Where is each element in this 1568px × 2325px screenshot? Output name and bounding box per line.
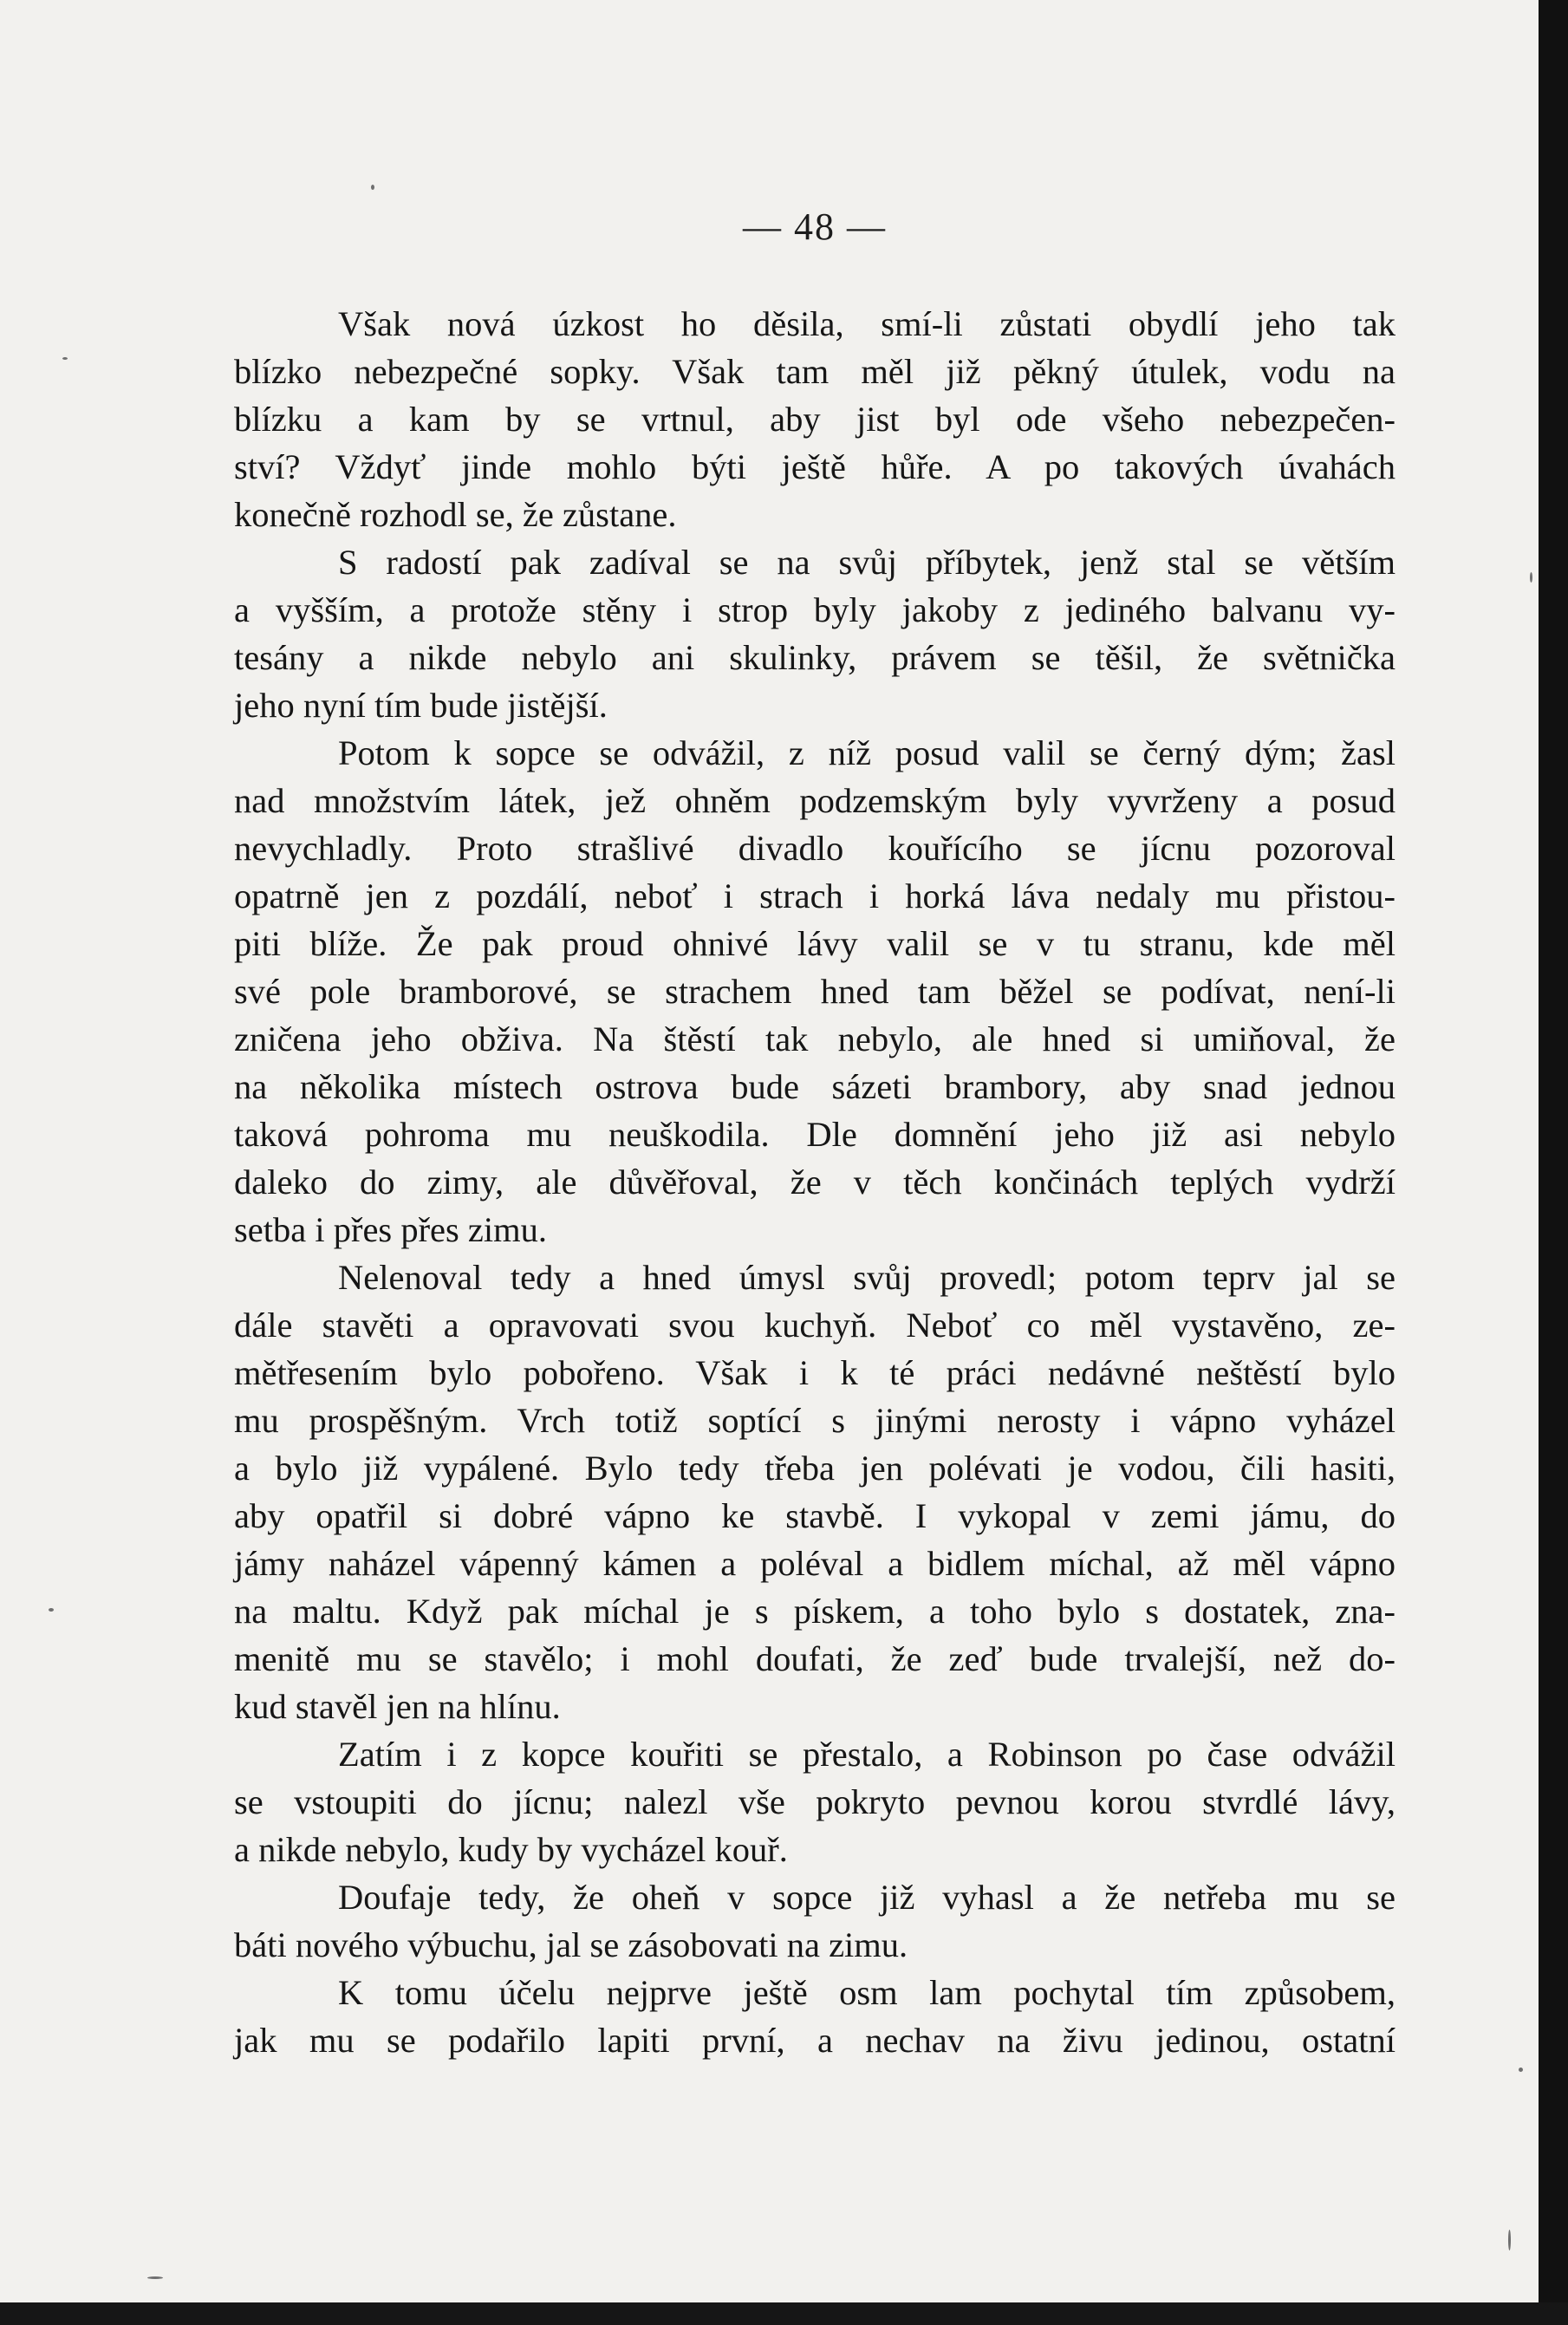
speck bbox=[1519, 2068, 1523, 2072]
text-line: dále stavěti a opravovati svou kuchyň. Neboť co měl vystavěno, ze- bbox=[234, 1306, 1396, 1345]
speck bbox=[1530, 572, 1532, 583]
text-line: a vyšším, a protože stěny i strop byly jakoby z jediného balvanu vy- bbox=[234, 590, 1396, 629]
text-line: setba i přes přes zimu. bbox=[234, 1210, 548, 1249]
scan-edge-right bbox=[1539, 0, 1568, 2325]
text-line: Potom k sopce se odvážil, z níž posud valil se černý dým; žasl bbox=[338, 733, 1396, 772]
text-line: mu prospěšným. Vrch totiž soptící s jinými nerosty i vápno vyházel bbox=[234, 1401, 1396, 1440]
text-line: aby opatřil si dobré vápno ke stavbě. I vykopal v zemi jámu, do bbox=[234, 1496, 1396, 1535]
text-line: na několika místech ostrova bude sázeti brambory, aby snad jednou bbox=[234, 1067, 1396, 1106]
text-line: konečně rozhodl se, že zůstane. bbox=[234, 495, 677, 534]
text-line: taková pohroma mu neuškodila. Dle domnění jeho již asi nebylo bbox=[234, 1115, 1396, 1154]
text-line: své pole bramborové, se strachem hned tam běžel se podívat, není-li bbox=[234, 972, 1396, 1011]
speck bbox=[147, 2276, 163, 2279]
text-line: blízku a kam by se vrtnul, aby jist byl ode všeho nebezpečen- bbox=[234, 400, 1396, 439]
text-line: blízko nebezpečné sopky. Však tam měl již pěkný útulek, vodu na bbox=[234, 352, 1396, 391]
text-line: jeho nyní tím bude jistější. bbox=[234, 686, 608, 725]
speck bbox=[1508, 2230, 1511, 2250]
text-line: mětřesením bylo pobořeno. Však i k té práci nedávné neštěstí bylo bbox=[234, 1353, 1396, 1392]
text-line: piti blíže. Že pak proud ohnivé lávy valil se v tu stranu, kde měl bbox=[234, 924, 1396, 963]
text-line: ství? Vždyť jinde mohlo býti ještě hůře. A po takových úvahách bbox=[234, 447, 1396, 486]
text-line: Však nová úzkost ho děsila, smí-li zůstati obydlí jeho tak bbox=[338, 304, 1396, 343]
text-line: nevychladly. Proto strašlivé divadlo kouřícího se jícnu pozoroval bbox=[234, 829, 1396, 868]
text-line: K tomu účelu nejprve ještě osm lam pochytal tím způsobem, bbox=[338, 1973, 1396, 2012]
speck bbox=[62, 357, 68, 360]
page-text-block bbox=[234, 0, 1396, 2325]
text-line: Zatím i z kopce kouřiti se přestalo, a Robinson po čase odvážil bbox=[338, 1735, 1396, 1774]
text-line: Nelenoval tedy a hned úmysl svůj provedl; potom teprv jal se bbox=[338, 1258, 1396, 1297]
page-number: — 48 — bbox=[743, 205, 887, 248]
text-line: daleko do zimy, ale důvěřoval, že v těch končinách teplých vydrží bbox=[234, 1162, 1396, 1202]
text-line: se vstoupiti do jícnu; nalezl vše pokryto pevnou korou stvrdlé lávy, bbox=[234, 1782, 1396, 1821]
text-line: menitě mu se stavělo; i mohl doufati, že zeď bude trvalejší, než do- bbox=[234, 1639, 1396, 1678]
text-line: S radostí pak zadíval se na svůj příbytek, jenž stal se větším bbox=[338, 543, 1396, 582]
text-line: nad množstvím látek, jež ohněm podzemským byly vyvrženy a posud bbox=[234, 781, 1396, 820]
text-line: Doufaje tedy, že oheň v sopce již vyhasl a že netřeba mu se bbox=[338, 1878, 1396, 1917]
text-line: jak mu se podařilo lapiti první, a nechav na živu jedinou, ostatní bbox=[234, 2021, 1396, 2060]
text-line: jámy naházel vápenný kámen a poléval a bidlem míchal, až měl vápno bbox=[234, 1544, 1396, 1583]
text-line: a bylo již vypálené. Bylo tedy třeba jen polévati je vodou, čili hasiti, bbox=[234, 1449, 1396, 1488]
text-line: tesány a nikde nebylo ani skulinky, právem se těšil, že světnička bbox=[234, 638, 1396, 677]
text-line: na maltu. Když pak míchal je s pískem, a toho bylo s dostatek, zna- bbox=[234, 1592, 1396, 1631]
text-line: zničena jeho obživa. Na štěstí tak nebylo, ale hned si umiňoval, že bbox=[234, 1019, 1396, 1058]
text-line: kud stavěl jen na hlínu. bbox=[234, 1687, 561, 1726]
speck bbox=[49, 1608, 54, 1612]
text-line: a nikde nebylo, kudy by vycházel kouř. bbox=[234, 1830, 788, 1869]
text-line: báti nového výbuchu, jal se zásobovati na zimu. bbox=[234, 1925, 908, 1964]
text-line: opatrně jen z pozdálí, neboť i strach i horká láva nedaly mu přistou- bbox=[234, 876, 1396, 915]
